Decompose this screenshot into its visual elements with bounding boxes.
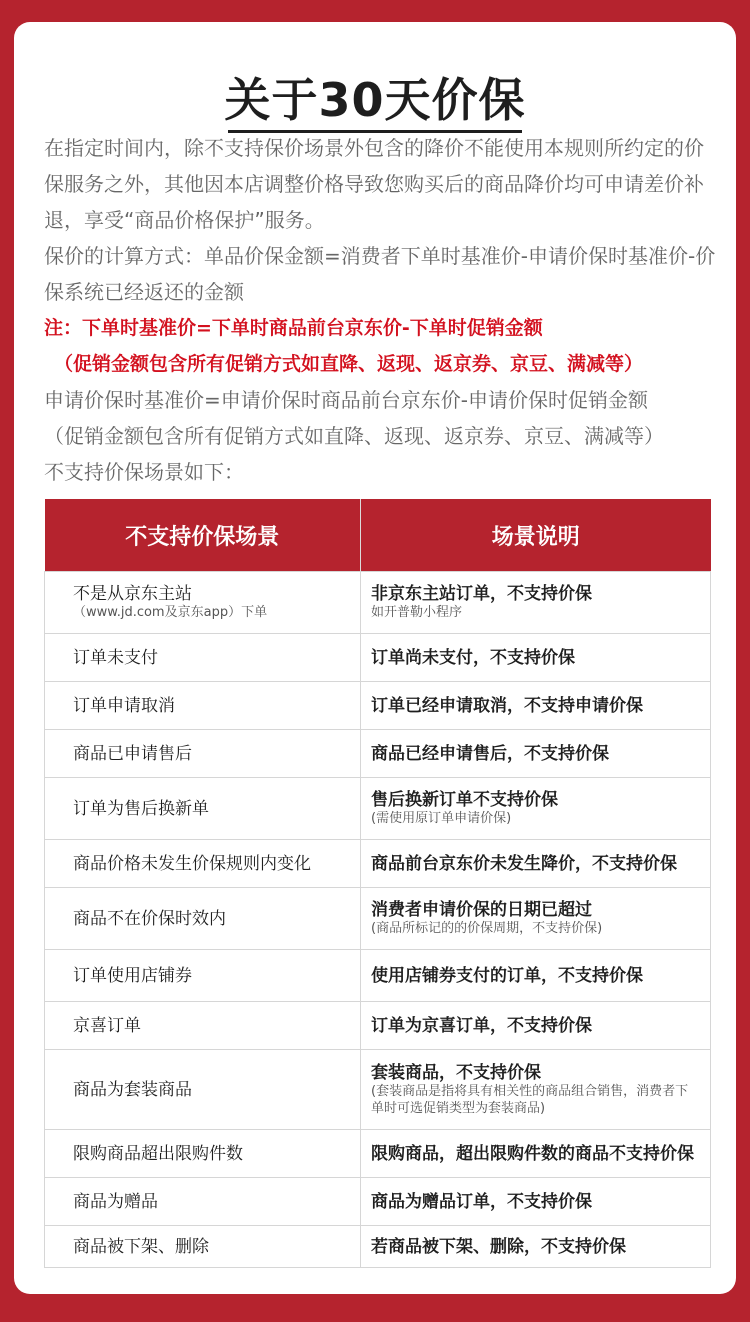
description-cell: [361, 1002, 711, 1050]
scene-cell: [45, 730, 361, 778]
table-row: [45, 840, 711, 888]
scene-label: 订单为售后换新单: [73, 798, 209, 819]
header-scene: 不支持价保场景: [45, 499, 361, 572]
scene-cell: [45, 572, 361, 634]
intro-note-1: 注：下单时基准价=下单时商品前台京东价-下单时促销金额: [44, 317, 543, 339]
table-row: [45, 778, 711, 840]
table-row: [45, 682, 711, 730]
header-description: 场景说明: [361, 499, 711, 572]
scene-label: 限购商品超出限购件数: [73, 1143, 243, 1164]
table-row: [45, 730, 711, 778]
description-label: 商品为赠品订单，不支持价保: [371, 1191, 592, 1212]
intro-paragraph-5: 不支持价保场景如下：: [44, 460, 244, 484]
table-header-row: [45, 499, 711, 572]
table-row: [45, 1130, 711, 1178]
description-cell: [361, 1050, 711, 1130]
description-label: 商品已经申请售后，不支持价保: [371, 743, 609, 764]
scene-cell: [45, 778, 361, 840]
intro-paragraph-3: 申请价保时基准价=申请价保时商品前台京东价-申请价保时促销金额: [44, 388, 648, 412]
description-label: 售后换新订单不支持价保: [371, 790, 558, 810]
description-cell: [361, 730, 711, 778]
scene-label: 订单使用店铺券: [73, 965, 192, 986]
description-label: 若商品被下架、删除，不支持价保: [371, 1236, 626, 1257]
scene-label: 商品已申请售后: [73, 743, 192, 764]
content-card: [14, 22, 736, 1294]
scene-cell: [45, 888, 361, 950]
scene-cell: [45, 1002, 361, 1050]
description-note: (需使用原订单申请价保): [371, 811, 512, 826]
description-label: 消费者申请价保的日期已超过: [371, 900, 592, 920]
description-cell: [361, 1178, 711, 1226]
description-cell: [361, 1130, 711, 1178]
scene-cell: [45, 1226, 361, 1268]
description-label: 订单为京喜订单，不支持价保: [371, 1015, 592, 1036]
scene-cell: [45, 950, 361, 1002]
scene-label: 订单申请取消: [73, 695, 175, 716]
unsupported-scenes-table: [44, 499, 711, 1268]
intro-text: [44, 130, 718, 490]
description-label: 使用店铺券支付的订单，不支持价保: [371, 965, 643, 986]
table-row: [45, 1226, 711, 1268]
scene-cell: [45, 1130, 361, 1178]
scene-cell: [45, 634, 361, 682]
page-title: 关于30天价保: [224, 73, 526, 127]
description-cell: [361, 778, 711, 840]
scene-sublabel: （www.jd.com及京东app）下单: [73, 605, 268, 620]
intro-paragraph-4: （促销金额包含所有促销方式如直降、返现、返京券、京豆、满减等）: [44, 424, 664, 448]
table-row: [45, 1178, 711, 1226]
scene-cell: [45, 840, 361, 888]
description-label: 非京东主站订单，不支持价保: [371, 584, 592, 604]
description-cell: [361, 888, 711, 950]
description-label: 订单已经申请取消，不支持申请价保: [371, 695, 643, 716]
intro-note-2: （促销金额包含所有促销方式如直降、返现、返京券、京豆、满减等）: [54, 353, 644, 375]
description-note: (套装商品是指将具有相关性的商品组合销售，消费者下单时可选促销类型为套装商品): [371, 1083, 689, 1116]
description-cell: [361, 1226, 711, 1268]
description-note: (商品所标记的的价保周期，不支持价保): [371, 921, 603, 936]
table-row: [45, 572, 711, 634]
scene-label: 京喜订单: [73, 1015, 141, 1036]
scene-label: 商品被下架、删除: [73, 1236, 209, 1257]
description-note: 如开普勒小程序: [371, 605, 463, 620]
scene-cell: [45, 1178, 361, 1226]
description-cell: [361, 682, 711, 730]
description-label: 限购商品，超出限购件数的商品不支持价保: [371, 1143, 694, 1164]
scene-cell: [45, 1050, 361, 1130]
table-row: [45, 1050, 711, 1130]
description-label: 套装商品，不支持价保: [371, 1062, 541, 1083]
intro-paragraph-1: 在指定时间内，除不支持保价场景外包含的降价不能使用本规则所约定的价保服务之外，其他因本店调整价格导致您购买后的商品降价均可申请差价补退，享受“商品价格保护”服务。: [44, 136, 704, 232]
intro-formula: 保价的计算方式：单品价保金额=消费者下单时基准价-申请价保时基准价-价保系统已经返还的金额: [44, 244, 716, 304]
scene-label: 订单未支付: [73, 647, 158, 668]
scene-label: 商品为赠品: [73, 1191, 158, 1212]
description-cell: [361, 950, 711, 1002]
table-row: [45, 1002, 711, 1050]
description-label: 商品前台京东价未发生降价，不支持价保: [371, 853, 677, 874]
table-row: [45, 888, 711, 950]
scene-cell: [45, 682, 361, 730]
description-cell: [361, 572, 711, 634]
description-label: 订单尚未支付，不支持价保: [371, 647, 575, 668]
description-cell: [361, 840, 711, 888]
scene-label: 商品为套装商品: [73, 1079, 192, 1100]
scene-label: 不是从京东主站: [73, 584, 192, 604]
table-row: [45, 634, 711, 682]
scene-label: 商品价格未发生价保规则内变化: [73, 853, 311, 874]
table-row: [45, 950, 711, 1002]
scene-label: 商品不在价保时效内: [73, 908, 226, 929]
description-cell: [361, 634, 711, 682]
